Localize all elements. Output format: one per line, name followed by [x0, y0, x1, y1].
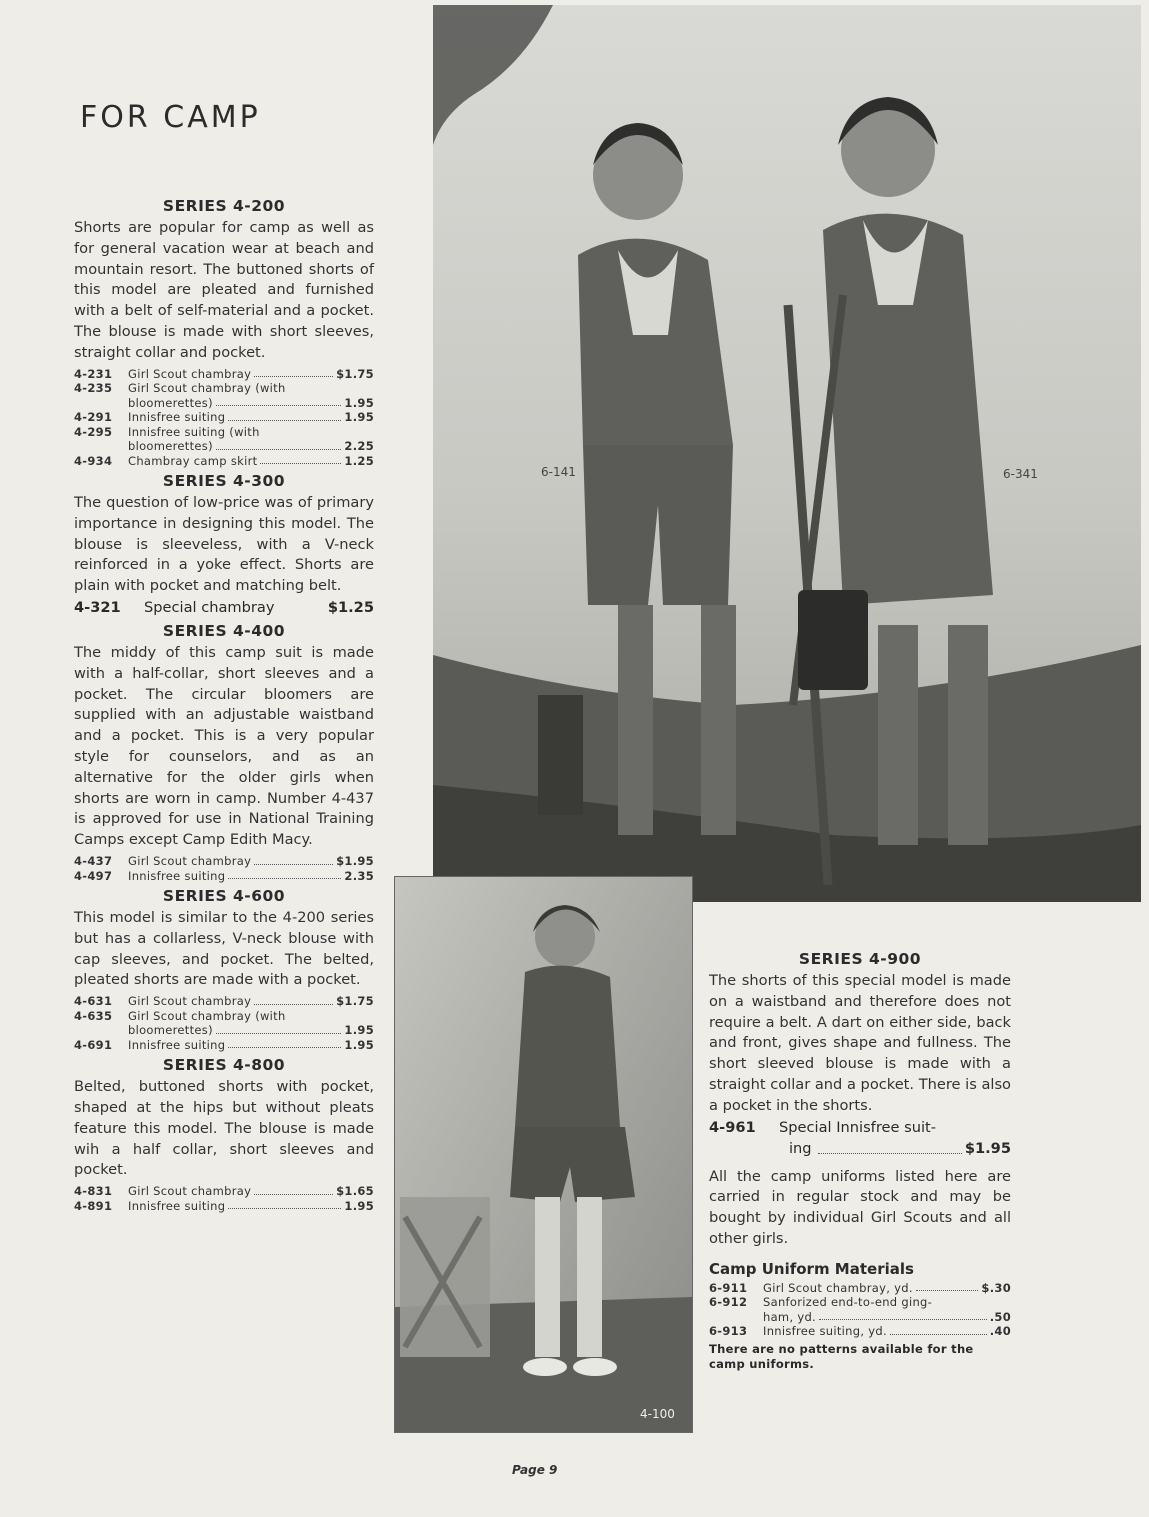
price-row: 4-691 Innisfree suiting 1.95: [74, 1037, 374, 1052]
series-600-description: This model is similar to the 4-200 series but has a collarless, V-neck blouse with cap sleeves, and pocket. The belted, pleated shorts are made with a pocket.: [74, 909, 374, 989]
price-row: 4-235 Girl Scout chambray (with: [74, 381, 286, 396]
photo-label-right: 6-341: [1003, 467, 1038, 481]
series-900-description: The shorts of this special model is made on a waistband and therefore does not require a belt. A dart on either side, back and front, gives shape and fullness. The short sleeved blouse is made with a straight collar and a pocket. There is also a pocket in the shorts.: [709, 972, 1011, 1114]
photo-illustration: [433, 5, 1141, 902]
price-row: 6-912 Sanforized end-to-end ging-: [709, 1295, 933, 1310]
right-column: [709, 946, 1011, 1372]
price-row-continued: ham, yd. .50: [763, 1309, 1011, 1324]
photo-label-left: 6-141: [541, 465, 576, 479]
stock-note: All the camp uniforms listed here are carried in regular stock and may be bought by individual Girl Scouts and all other girls.: [709, 1167, 1011, 1247]
series-800-price-list: [74, 1184, 374, 1213]
series-200-description: Shorts are popular for camp as well as for general vacation wear at beach and mountain resort. The buttoned shorts of this model are pleated and furnished with a belt of self-material and a pocket. The blouse is made with short sleeves, straight collar and pocket.: [74, 219, 374, 361]
series-800-description: Belted, buttoned shorts with pocket, shaped at the hips but without pleats feature this model. The blouse is made wih a half collar, short sleeves and pocket.: [74, 1078, 374, 1179]
price-row: 4-891 Innisfree suiting 1.95: [74, 1198, 374, 1213]
series-600-heading: SERIES 4-600: [162, 887, 286, 906]
series-400-description: The middy of this camp suit is made with a half-collar, short sleeves and a pocket. The circular bloomers are supplied with an adjustable waistband and a pocket. This is a very popular style for counselors, and as an alternative for the older girls when shorts are worn in camp. Number 4-437 is approved for use in National Training Camps except Camp Edith Macy.: [74, 644, 374, 849]
series-300-heading: SERIES 4-300: [162, 472, 286, 491]
series-200-heading: SERIES 4-200: [162, 197, 286, 215]
patterns-note: There are no patterns available for the camp uniforms.: [709, 1341, 974, 1371]
price-row-continued: bloomerettes) 1.95: [128, 395, 374, 410]
price-row-continued: bloomerettes) 2.25: [128, 439, 374, 454]
series-800-heading: SERIES 4-800: [162, 1056, 286, 1075]
price-row: 4-291 Innisfree suiting 1.95: [74, 410, 374, 425]
price-row: 4-437 Girl Scout chambray $1.95: [74, 854, 374, 869]
photo-label-bottom: 4-100: [640, 1407, 675, 1421]
page-number: Page 9: [512, 1463, 558, 1477]
price-row: 4-934 Chambray camp skirt 1.25: [74, 453, 374, 468]
series-900-price-row-continued: ing $1.95: [789, 1139, 1011, 1157]
price-row: 4-497 Innisfree suiting 2.35: [74, 868, 374, 883]
price-row: 6-911 Girl Scout chambray, yd. $.30: [709, 1280, 1011, 1295]
series-200-price-list: [74, 367, 374, 469]
photo-illustration-2: [395, 877, 692, 1432]
series-300-price-row: 4-321 Special chambray $1.25: [74, 599, 374, 617]
page-title: FOR CAMP: [80, 100, 261, 135]
series-600-price-list: [74, 994, 374, 1052]
price-row: 4-635 Girl Scout chambray (with: [74, 1008, 286, 1023]
price-row: 4-295 Innisfree suiting (with: [74, 424, 260, 439]
price-row: 4-831 Girl Scout chambray $1.65: [74, 1184, 374, 1199]
price-row: 4-231 Girl Scout chambray $1.75: [74, 366, 374, 381]
price-row: 6-913 Innisfree suiting, yd. .40: [709, 1324, 1011, 1339]
series-300-description: The question of low-price was of primary importance in designing this model. The blouse is sleeveless, with a V-neck reinforced in a yoke effect. Shorts are plain with pocket and matching belt.: [74, 494, 374, 595]
photo-two-girl-scouts: [433, 5, 1141, 902]
series-400-price-list: [74, 854, 374, 883]
series-900-heading: SERIES 4-900: [798, 950, 922, 968]
price-row: 4-631 Girl Scout chambray $1.75: [74, 994, 374, 1009]
series-400-heading: SERIES 4-400: [162, 622, 286, 641]
series-900-price-row: 4-961 Special Innisfree suit-: [709, 1118, 936, 1136]
price-row-continued: bloomerettes) 1.95: [128, 1023, 374, 1038]
photo-girl-in-romper: [394, 876, 693, 1433]
materials-heading: Camp Uniform Materials: [709, 1259, 914, 1278]
left-column: [74, 193, 374, 1216]
materials-price-list: [709, 1281, 1011, 1339]
